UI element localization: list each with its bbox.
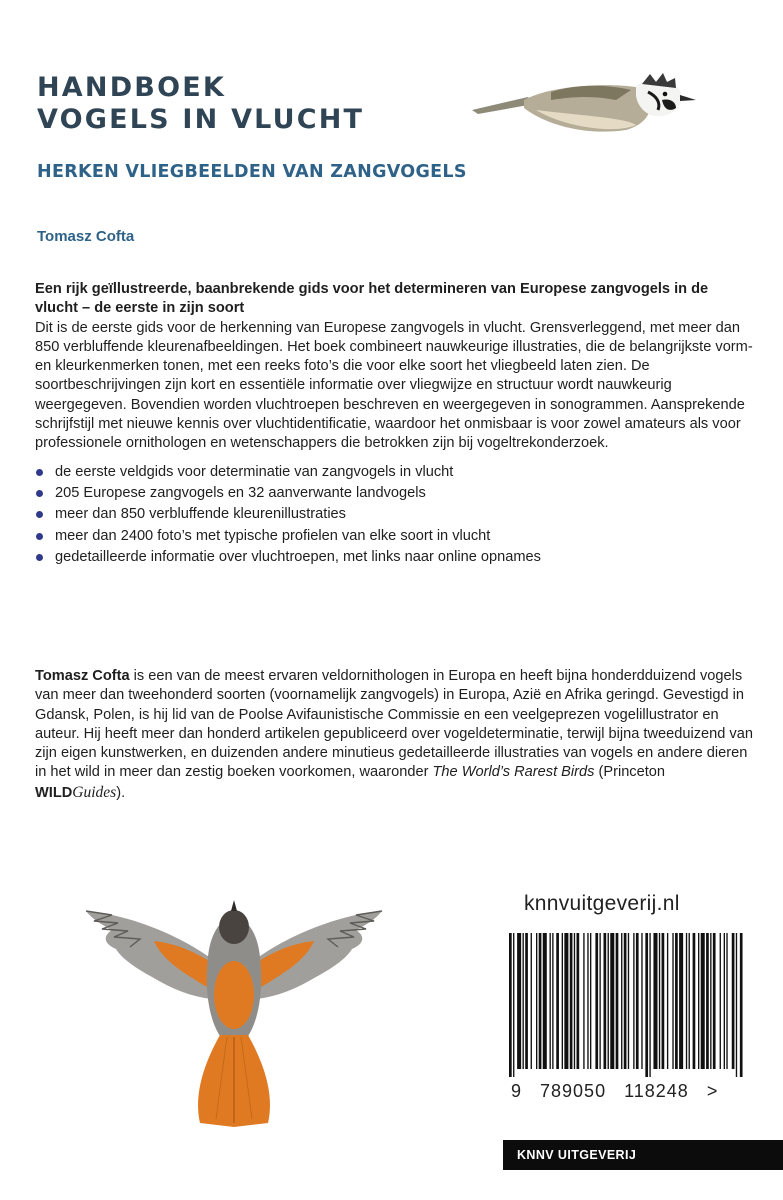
feature-item xyxy=(35,463,755,482)
barcode-bar xyxy=(595,933,598,1069)
barcode-bar xyxy=(513,933,514,1077)
isbn-number: 9 789050 118248 > xyxy=(511,1081,719,1101)
barcode-bar xyxy=(610,933,614,1069)
barcode-bar xyxy=(587,933,588,1069)
isbn-barcode xyxy=(503,933,750,1077)
feature-item xyxy=(35,505,755,524)
barcode-bar xyxy=(525,933,528,1069)
feature-text: meer dan 2400 foto’s met typische profielen van elke soort in vlucht xyxy=(55,527,491,544)
barcode-bar xyxy=(653,933,657,1069)
book-title xyxy=(37,72,364,136)
barcode-bar xyxy=(523,933,524,1069)
publisher-name: KNNV UITGEVERIJ xyxy=(517,1148,637,1162)
barcode-bar xyxy=(583,933,584,1069)
barcode-bar xyxy=(662,933,665,1069)
barcode-bar xyxy=(543,933,547,1069)
barcode-bar xyxy=(628,933,629,1069)
barcode-bar xyxy=(621,933,622,1069)
bio-book-title: The World’s Rarest Birds xyxy=(432,764,595,781)
series-wild: WILD xyxy=(35,784,73,801)
barcode-bar xyxy=(531,933,532,1069)
feature-text: 205 Europese zangvogels en 32 aanverwante landvogels xyxy=(55,484,426,501)
barcode-bar xyxy=(724,933,725,1069)
barcode-bar xyxy=(736,933,737,1077)
barcode-bar xyxy=(672,933,673,1069)
title-line-2: VOGELS IN VLUCHT xyxy=(37,104,365,135)
barcode-bar xyxy=(659,933,660,1069)
bio-paren-open: (Princeton xyxy=(594,764,666,781)
barcode-bar xyxy=(536,933,537,1069)
barcode-bar xyxy=(732,933,735,1069)
barcode-bar xyxy=(701,933,705,1069)
barcode-bar xyxy=(649,933,650,1077)
barcode-bar xyxy=(517,933,521,1069)
barcode-bar xyxy=(562,933,563,1069)
barcode-bar xyxy=(713,933,716,1069)
publisher-website: knnvuitgeverij.nl xyxy=(524,892,680,915)
barcode-bar xyxy=(608,933,609,1069)
barcode-bar xyxy=(698,933,699,1069)
book-subtitle: HERKEN VLIEGBEELDEN VAN ZANGVOGELS xyxy=(37,162,467,182)
feature-text: gedetailleerde informatie over vluchtroepen, met links naar online opnames xyxy=(55,548,541,565)
barcode-bar xyxy=(720,933,721,1069)
barcode-bar xyxy=(675,933,678,1069)
author-name: Tomasz Cofta xyxy=(37,228,135,245)
feature-list xyxy=(35,463,755,567)
feature-item xyxy=(35,548,755,567)
lead-paragraph: Een rijk geïllustreerde, baanbrekende gids voor het determineren van Europese zangvogels in de vlucht – de eerste in zijn soort xyxy=(35,281,709,317)
series-guides: Guides xyxy=(72,783,117,801)
feature-text: de eerste veldgids voor determinatie van zangvogels in vlucht xyxy=(55,463,454,480)
bullet-icon xyxy=(36,469,43,476)
bullet-icon xyxy=(36,554,43,561)
barcode-bar xyxy=(726,933,727,1069)
barcode-bar xyxy=(667,933,668,1069)
intro-paragraph: Dit is de eerste gids voor de herkenning van Europese zangvogels in vlucht. Grensverleggend, met meer dan 850 verbluffende kleurenafbeeldingen. Het boek combineert nauwkeurige illustraties, die de belangrijkste vorm- en kleurkenmerken tonen, met een reeks foto’s die voor elke soort het vliegbeeld laten zien. De soortbeschrijvingen zijn kort en essentiële informatie over vliegwijze en structuur wordt nauwkeurig weergegeven. Bovendien worden vluchtroepen beschreven en weergegeven in sonogrammen. Aansprekende schrijfstijl met nieuwe kennis over vluchtidentificatie, waardoor het onmisbaar is voor zowel amateurs als voor professionele ornithologen en wetenschappers die betrokken zijn bij vogeltrekonderzoek. xyxy=(35,319,753,452)
feature-item xyxy=(35,484,755,503)
feature-item xyxy=(35,527,755,546)
bio-paren-close: ). xyxy=(116,784,126,801)
barcode-bar xyxy=(710,933,711,1069)
barcode-bar xyxy=(509,933,512,1077)
barcode-bar xyxy=(693,933,696,1069)
barcode-bar xyxy=(590,933,591,1069)
barcode-bar xyxy=(552,933,553,1069)
description-block xyxy=(35,280,755,569)
barcode-bar xyxy=(641,933,642,1069)
redstart-flight-illustration xyxy=(82,897,386,1127)
feature-text: meer dan 850 verbluffende kleurenillustraties xyxy=(55,506,346,523)
barcode-bar xyxy=(556,933,559,1069)
barcode-bar xyxy=(604,933,607,1069)
barcode-bar xyxy=(740,933,743,1077)
barcode-bar xyxy=(706,933,709,1069)
barcode-bar xyxy=(633,933,634,1069)
publisher-label xyxy=(503,1140,783,1170)
barcode-bar xyxy=(574,933,575,1069)
barcode-bar xyxy=(616,933,619,1069)
author-bio xyxy=(35,667,755,803)
barcode-bar xyxy=(564,933,568,1069)
barcode-bar xyxy=(570,933,573,1069)
bullet-icon xyxy=(36,490,43,497)
crested-tit-illustration xyxy=(466,70,698,138)
barcode-bar xyxy=(689,933,690,1069)
barcode-bar xyxy=(599,933,600,1069)
bio-text: is een van de meest ervaren veldornithologen in Europa en heeft bijna honderdduizend vogels van meer dan tweehonderd soorten (voornamelijk zangvogels) in Europa, Azië en Afrika geringd. Gevestigd in Gdansk, Polen, is hij lid van de Poolse Avifaunistische Commissie en een veelgeprezen vogelillustrator en auteur. Hij heeft meer dan honderd artikelen gepubliceerd over vogeldeterminatie, terwijl bijna tweeduizend van zijn eigen kunstwerken, en duizenden andere minutieus gedetailleerde illustraties van vogels en andere dieren in het wild in meer dan zestig boeken voorkomen, waaronder xyxy=(35,668,753,781)
barcode-bar xyxy=(636,933,639,1069)
bullet-icon xyxy=(36,533,43,540)
barcode-bar xyxy=(624,933,627,1069)
barcode-bar xyxy=(550,933,551,1069)
bio-author-name: Tomasz Cofta xyxy=(35,668,130,684)
barcode-bar xyxy=(679,933,683,1069)
bullet-icon xyxy=(36,511,43,518)
barcode-bar xyxy=(577,933,580,1069)
title-line-1: HANDBOEK xyxy=(37,72,226,103)
barcode-bar xyxy=(686,933,687,1069)
barcode-bar xyxy=(539,933,542,1069)
barcode-bar xyxy=(645,933,648,1077)
